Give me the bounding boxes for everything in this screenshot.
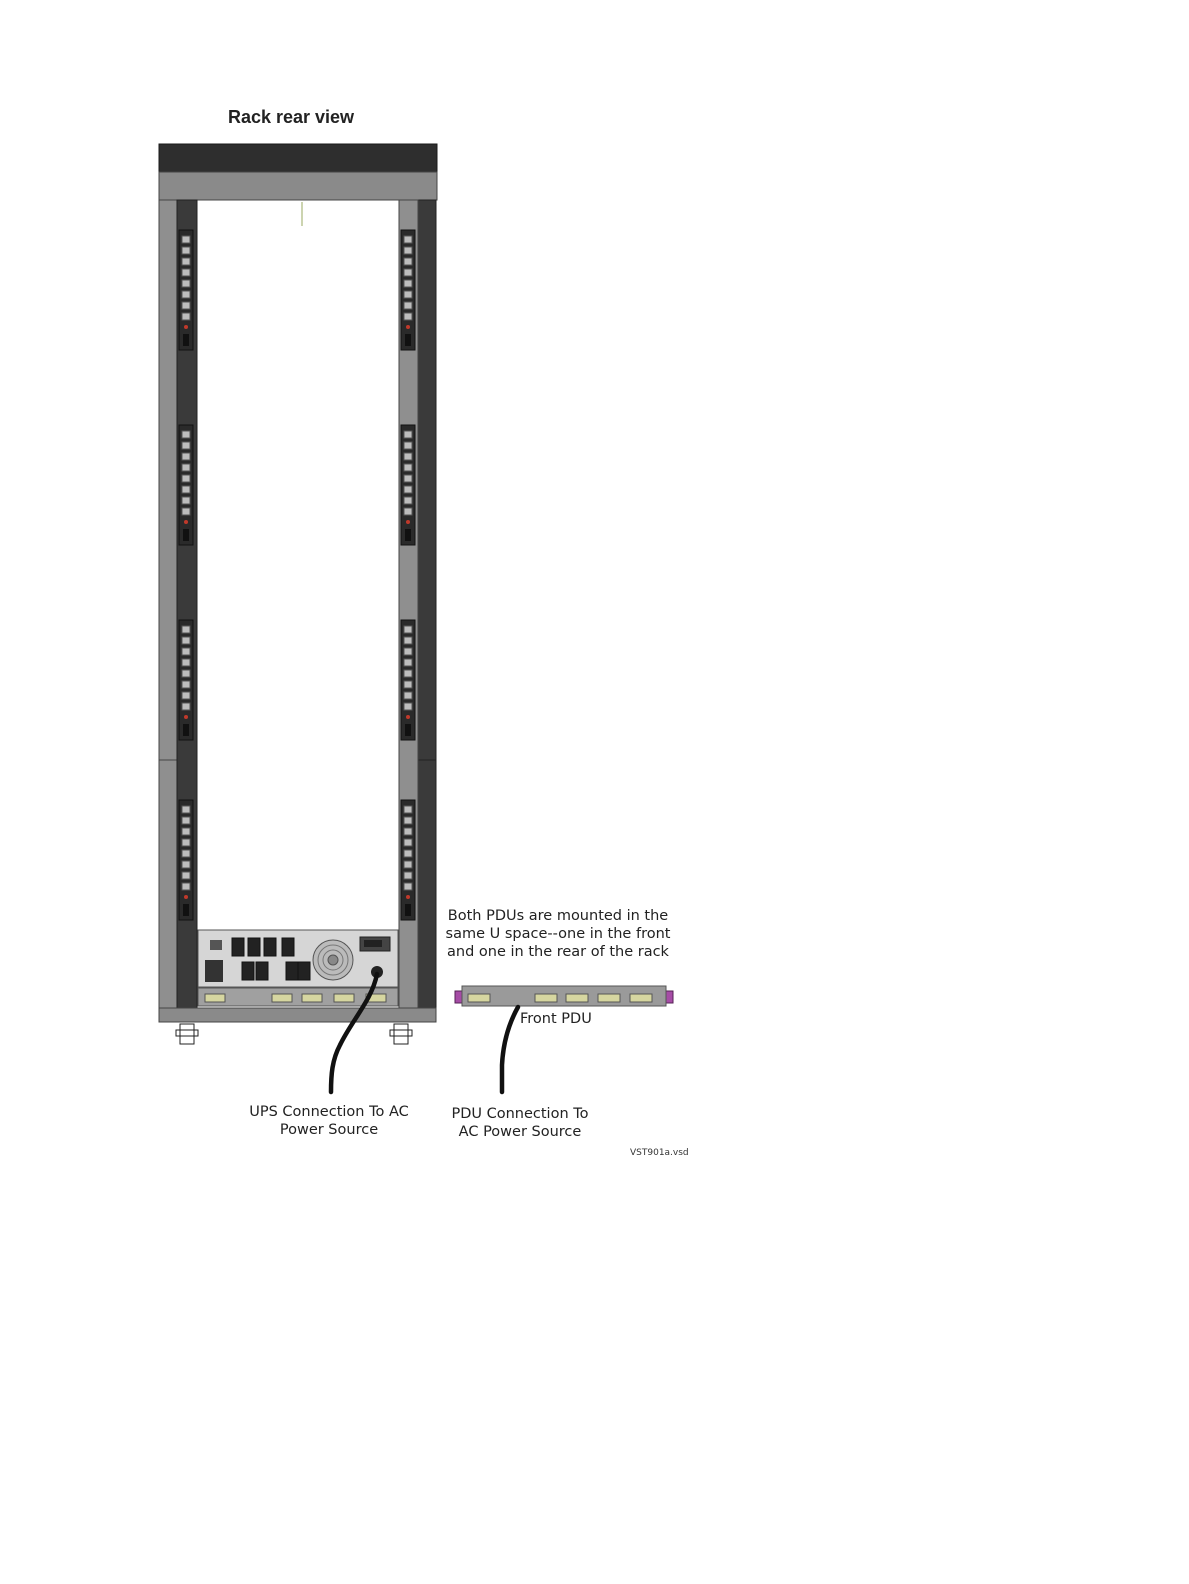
outlet (182, 258, 190, 265)
outlet (404, 486, 412, 493)
indicator-light (184, 325, 188, 329)
indicator-light (406, 715, 410, 719)
power-strip (179, 425, 193, 545)
power-strip (179, 800, 193, 920)
outlet (182, 670, 190, 677)
outlet (182, 659, 190, 666)
power-strip (401, 800, 415, 920)
outlet (404, 247, 412, 254)
outlet (182, 648, 190, 655)
indicator-light (406, 520, 410, 524)
outlet (404, 883, 412, 890)
outlet (182, 247, 190, 254)
outlet (182, 839, 190, 846)
plug (405, 904, 411, 916)
outlet (182, 703, 190, 710)
indicator-light (406, 325, 410, 329)
outlet (182, 431, 190, 438)
outlet (182, 291, 190, 298)
outlet (182, 497, 190, 504)
outlet (404, 291, 412, 298)
plug (183, 334, 189, 346)
indicator-light (406, 895, 410, 899)
outlet (404, 475, 412, 482)
front-pdu-label: Front PDU (520, 1011, 592, 1027)
outlet (182, 817, 190, 824)
outlet (182, 681, 190, 688)
indicator-light (184, 715, 188, 719)
outlet (404, 703, 412, 710)
ups-unit (198, 930, 398, 987)
outlet (404, 670, 412, 677)
rack-base (159, 1008, 436, 1044)
rack-top (159, 144, 437, 200)
outlet (182, 269, 190, 276)
outlet (182, 637, 190, 644)
pdu-connection-label: PDU Connection To AC Power Source (451, 1106, 589, 1140)
power-strip (179, 620, 193, 740)
outlet (182, 626, 190, 633)
outlet (404, 236, 412, 243)
plug (405, 724, 411, 736)
pdu-power-cable (502, 1007, 518, 1092)
file-reference: VST901a.vsd (630, 1148, 689, 1158)
power-strip (401, 230, 415, 350)
outlet (182, 464, 190, 471)
outlet (404, 817, 412, 824)
outlet (182, 453, 190, 460)
outlet (404, 626, 412, 633)
plug (405, 529, 411, 541)
outlet (182, 828, 190, 835)
ups-connection-label: UPS Connection To AC Power Source (249, 1104, 409, 1138)
plug (405, 334, 411, 346)
pdu-mounting-note: Both PDUs are mounted in the same U space--one in the front and one in the rear of the rack (445, 908, 671, 960)
power-strip (401, 620, 415, 740)
outlet (182, 861, 190, 868)
outlet (404, 648, 412, 655)
outlet (404, 806, 412, 813)
outlet (404, 269, 412, 276)
indicator-light (184, 520, 188, 524)
outlet (182, 442, 190, 449)
outlet (404, 872, 412, 879)
outlet (182, 872, 190, 879)
outlet (404, 861, 412, 868)
outlet (404, 508, 412, 515)
diagram-title: Rack rear view (227, 107, 355, 127)
outlet (182, 280, 190, 287)
power-strip (179, 230, 193, 350)
outlet (404, 692, 412, 699)
outlet (182, 475, 190, 482)
outlet (404, 313, 412, 320)
outlet (404, 839, 412, 846)
outlet (182, 302, 190, 309)
outlet (182, 236, 190, 243)
outlet (404, 659, 412, 666)
outlet (404, 302, 412, 309)
outlet (404, 828, 412, 835)
indicator-light (184, 895, 188, 899)
outlet (182, 508, 190, 515)
plug (183, 904, 189, 916)
outlet (404, 258, 412, 265)
outlet (404, 681, 412, 688)
outlet (404, 453, 412, 460)
outlet (404, 637, 412, 644)
outlet (404, 464, 412, 471)
outlet (404, 442, 412, 449)
outlet (182, 850, 190, 857)
outlet (404, 497, 412, 504)
outlet (404, 280, 412, 287)
outlet (182, 806, 190, 813)
power-strip (401, 425, 415, 545)
plug (183, 724, 189, 736)
outlet (404, 431, 412, 438)
outlet (182, 313, 190, 320)
outlet (182, 692, 190, 699)
outlet (404, 850, 412, 857)
outlet (182, 486, 190, 493)
front-pdu (455, 986, 673, 1006)
plug (183, 529, 189, 541)
outlet (182, 883, 190, 890)
